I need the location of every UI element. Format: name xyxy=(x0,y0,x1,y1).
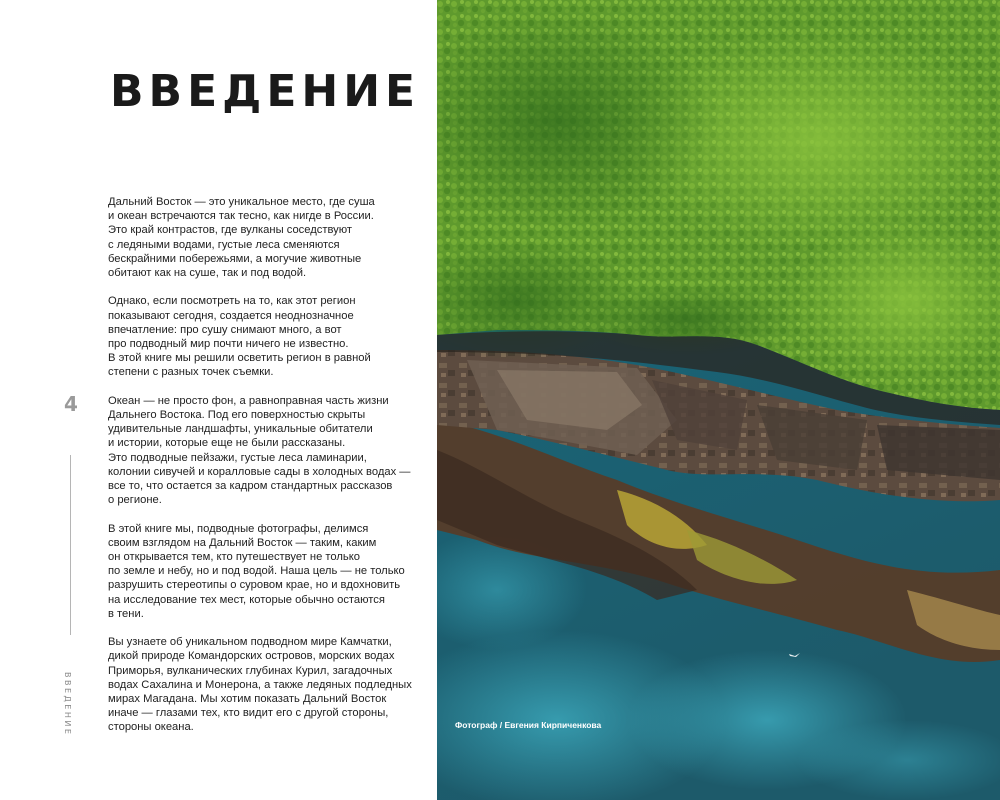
photo-credit: Фотограф / Евгения Кирпиченкова xyxy=(455,720,602,730)
text-line: Это подводные пейзажи, густые леса ламинарии, xyxy=(108,451,367,464)
text-line: все то, что остается за кадром стандартных рассказов xyxy=(108,480,393,493)
text-line: по земле и небу, но и под водой. Наша цель — не только xyxy=(108,565,405,578)
text-line: мирах Магадана. Мы хотим показать Дальний Восток xyxy=(108,693,387,706)
text-line: Дальний Восток — это уникальное место, где суша xyxy=(108,196,375,208)
text-line: Дальнего Востока. Под его поверхностью скрыты xyxy=(108,409,366,422)
text-line: Приморья, вулканических глубинах Курил, загадочных xyxy=(108,664,393,677)
text-line: водах Сахалина и Монерона, а также ледяных подледных xyxy=(108,678,412,691)
text-line: Однако, если посмотреть на то, как этот регион xyxy=(108,295,356,308)
body-paragraph xyxy=(108,522,408,621)
text-line: и истории, которые еще не были рассказаны. xyxy=(108,437,346,450)
body-paragraph xyxy=(108,635,412,734)
text-line: своим взглядом на Дальний Восток — таким, каким xyxy=(108,536,377,549)
aerial-coast-photo xyxy=(437,0,1000,800)
body-paragraph xyxy=(108,195,408,280)
text-line: дикой природе Командорских островов, морских водах xyxy=(108,650,395,663)
text-line: и океан встречаются так тесно, как нигде в России. xyxy=(108,210,374,223)
text-line: колонии сивучей и коралловые сады в холодных водах — xyxy=(108,465,411,478)
text-line: впечатление: про сушу снимают много, а вот xyxy=(108,323,342,336)
text-line: бескрайними побережьями, а могучие животные xyxy=(108,252,362,265)
text-line: про подводный мир почти ничего не известно. xyxy=(108,338,349,351)
photo-illustration xyxy=(437,0,1000,800)
text-line: Это край контрастов, где вулканы соседствуют xyxy=(108,224,353,237)
body-paragraph xyxy=(108,294,408,379)
page-number: 4 xyxy=(64,392,78,416)
text-line: он открывается тем, кто путешествует не только xyxy=(108,551,361,564)
text-line: в тени. xyxy=(108,607,144,620)
left-page xyxy=(0,0,437,800)
text-line: показывают сегодня, создается неоднозначное xyxy=(108,309,354,322)
text-line: о регионе. xyxy=(108,494,162,507)
running-head: ВВЕДЕНИЕ xyxy=(63,672,72,737)
text-line: стороны океана. xyxy=(108,721,194,734)
text-line: обитают как на суше, так и под водой. xyxy=(108,267,307,280)
chapter-title: ВВЕДЕНИЕ xyxy=(110,66,421,117)
body-text xyxy=(108,195,412,749)
text-line: Вы узнаете об уникальном подводном мире Камчатки, xyxy=(108,636,392,649)
text-line: В этой книге мы решили осветить регион в равной xyxy=(108,352,371,365)
text-line: разрушить стереотипы о суровом крае, но и вдохновить xyxy=(108,579,401,592)
body-paragraph xyxy=(108,394,411,508)
text-line: иначе — глазами тех, кто видит его с другой стороны, xyxy=(108,707,389,720)
vertical-divider xyxy=(70,455,71,635)
text-line: степени с разных точек съемки. xyxy=(108,366,274,379)
text-line: удивительные ландшафты, уникальные обитатели xyxy=(108,423,373,436)
text-line: на исследование тех мест, которые обычно остаются xyxy=(108,593,385,606)
text-line: Океан — не просто фон, а равноправная часть жизни xyxy=(108,394,389,407)
text-line: В этой книге мы, подводные фотографы, делимся xyxy=(108,522,369,535)
text-line: с ледяными водами, густые леса сменяются xyxy=(108,238,340,251)
